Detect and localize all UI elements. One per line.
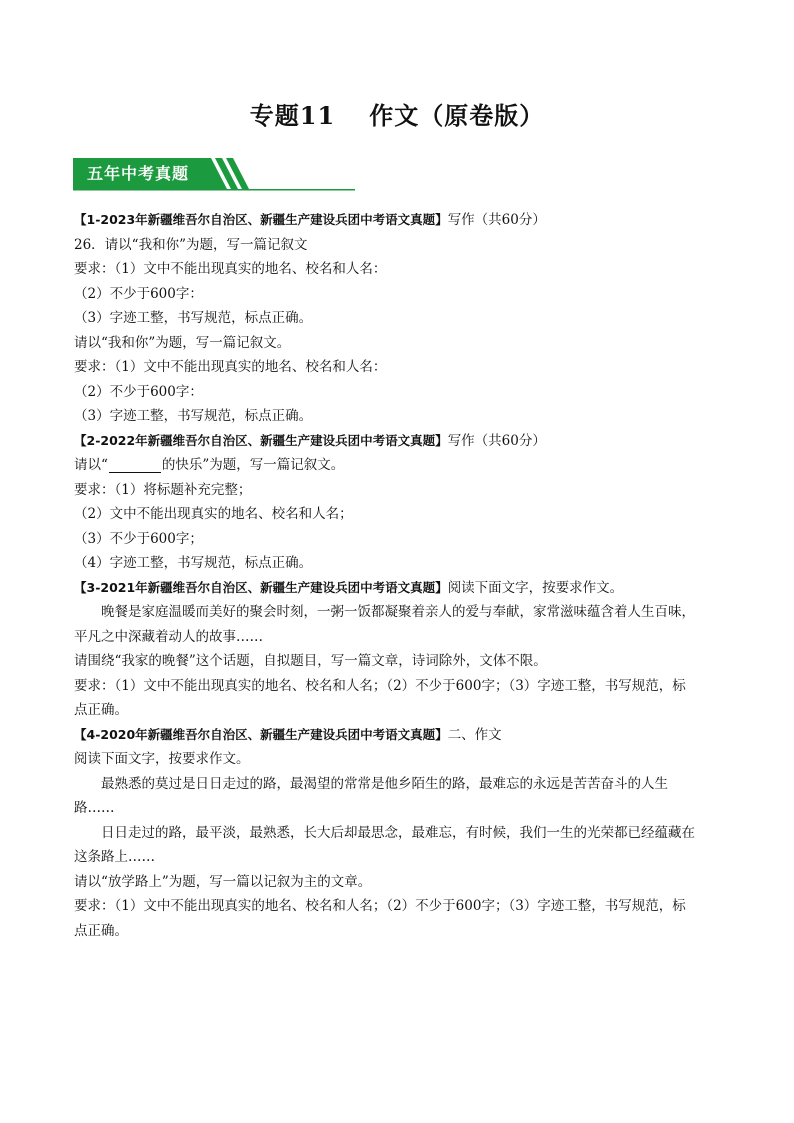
banner-label: 五年中考真题 [87, 164, 190, 183]
q2-line: （2）文中不能出现真实的地名、校名和人名； [74, 506, 353, 522]
q2-line: （4）字迹工整，书写规范，标点正确。 [74, 555, 313, 571]
q3-header [74, 576, 724, 601]
q2-header [74, 429, 724, 454]
q4-material: 这条路上…… [74, 849, 155, 865]
q4-requirements: 要求：（1）文中不能出现真实的地名、校名和人名；（2）不少于600字；（3）字迹工整，书写规范，标 [74, 898, 686, 914]
q3-material: 平凡之中深藏着动人的故事…… [74, 628, 263, 645]
q1-header [74, 208, 724, 233]
q3-header-rest: 阅读下面文字，按要求作文。 [447, 579, 624, 596]
q1-line: 要求：（1）文中不能出现真实的地名、校名和人名： [74, 359, 387, 375]
q1-line: 要求：（1）文中不能出现真实的地名、校名和人名： [74, 261, 387, 277]
q3-material: 晚餐是家庭温暖而美好的聚会时刻，一粥一饭都凝聚着亲人的爱与奉献，家常滋味蕴含着人生百味， [101, 604, 695, 620]
q1-line: （2）不少于600字： [74, 285, 203, 302]
fill-in-blank [109, 458, 161, 473]
q2-line: 要求：（1）将标题补充完整； [74, 481, 252, 498]
q4-requirements: 点正确。 [74, 922, 128, 939]
q4-header [74, 723, 724, 748]
q1-line: （3）字迹工整，书写规范，标点正确。 [74, 310, 313, 326]
q4-material: 路…… [74, 800, 115, 816]
q1-line: 26．请以“我和你”为题，写一篇记叙文 [74, 236, 308, 253]
q4-instruction: 阅读下面文字，按要求作文。 [74, 751, 250, 767]
q2-prompt: 请以“ 的快乐”为题，写一篇记叙文。 [74, 457, 345, 473]
q4-material: 日日走过的路，最平淡，最熟悉，长大后却最思念，最难忘，有时候，我们一生的光荣都已经蕴藏在 [101, 824, 695, 841]
title-topic-number: 专题11 [249, 101, 336, 130]
q4-material: 最熟悉的莫过是日日走过的路，最渴望的常常是他乡陌生的路，最难忘的永远是苦苦奋斗的人生 [101, 775, 668, 792]
q4-header-rest: 二、作文 [447, 726, 502, 743]
q1-source: 【1-2023年新疆维吾尔自治区、新疆生产建设兵团中考语文真题】 [74, 212, 448, 227]
q2-source: 【2-2022年新疆维吾尔自治区、新疆生产建设兵团中考语文真题】 [74, 432, 448, 448]
q1-line: 请以“我和你”为题，写一篇记叙文。 [74, 334, 291, 351]
q1-line: （3）字迹工整，书写规范，标点正确。 [74, 408, 313, 424]
q1-header-rest: 写作（共60分） [447, 212, 546, 228]
document-body [74, 208, 724, 943]
q3-requirements: 要求：（1）文中不能出现真实的地名、校名和人名；（2）不少于600字；（3）字迹工整，书写规范，标 [74, 677, 686, 694]
title-topic-name: 作文（原卷版） [369, 101, 545, 130]
q2-header-rest: 写作（共60分） [447, 432, 546, 449]
q3-requirements: 点正确。 [74, 702, 128, 718]
q2-line: （3）不少于600字； [74, 530, 203, 547]
q4-prompt: 请以“放学路上”为题，写一篇以记叙为主的文章。 [74, 873, 372, 890]
q1-line: （2）不少于600字： [74, 383, 203, 400]
q3-source: 【3-2021年新疆维吾尔自治区、新疆生产建设兵团中考语文真题】 [74, 579, 448, 595]
section-banner [73, 156, 355, 192]
q3-prompt: 请围绕“我家的晚餐”这个话题，自拟题目，写一篇文章，诗词除外，文体不限。 [74, 653, 547, 669]
q4-source: 【4-2020年新疆维吾尔自治区、新疆生产建设兵团中考语文真题】 [74, 726, 448, 742]
page-title [0, 96, 794, 131]
